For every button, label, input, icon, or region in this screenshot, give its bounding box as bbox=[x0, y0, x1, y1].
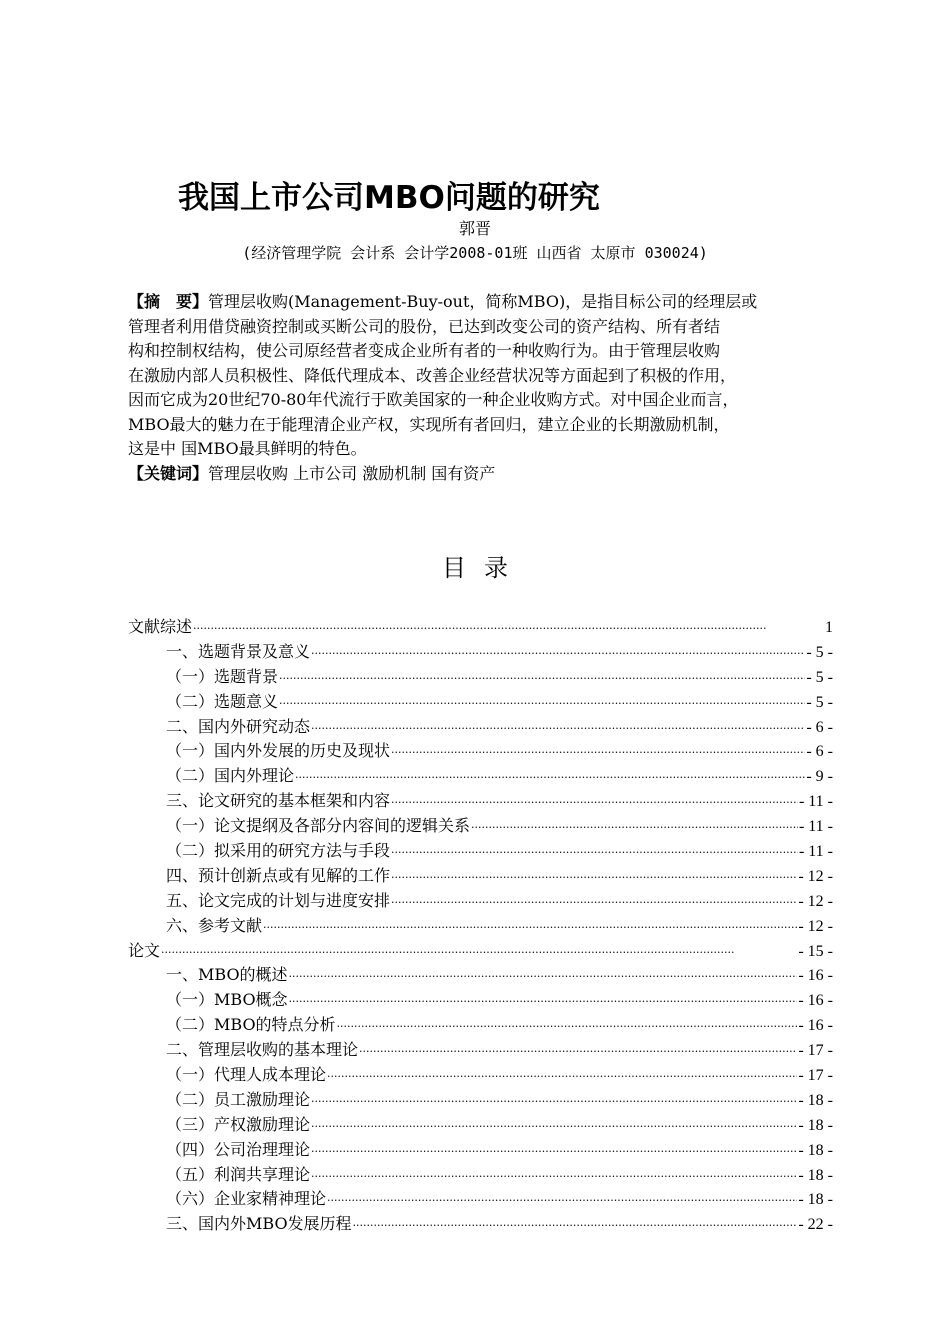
toc-entry-title: （六）企业家精神理论 bbox=[166, 1189, 327, 1209]
toc-entry-title: 一、选题背景及意义 bbox=[166, 641, 311, 661]
toc-entry[interactable] bbox=[128, 838, 833, 863]
toc-entry-title: （五）利润共享理论 bbox=[166, 1164, 311, 1184]
toc-entry-title: （一）论文提纲及各部分内容间的逻辑关系 bbox=[166, 816, 471, 836]
abstract-line: 在激励内部人员积极性、降低代理成本、改善企业经营状况等方面起到了积极的作用， bbox=[128, 365, 737, 385]
toc-entry[interactable] bbox=[128, 962, 833, 987]
toc-entry[interactable] bbox=[128, 863, 833, 888]
abstract-text: 管理层收购(Management-Buy-out，简称MBO)，是指目标公司的经理层或 bbox=[208, 292, 758, 311]
toc-leader-dots bbox=[311, 1115, 797, 1134]
toc-entry-page: - 11 - bbox=[798, 793, 833, 811]
paper-title: 我国上市公司MBO问题的研究 bbox=[178, 180, 600, 216]
toc-leader-dots bbox=[311, 717, 805, 736]
toc-entry[interactable] bbox=[128, 813, 833, 838]
toc-entry-title: 论文 bbox=[128, 940, 161, 960]
toc-entry[interactable] bbox=[128, 938, 833, 963]
toc-heading: 目录 bbox=[442, 554, 526, 582]
toc-entry[interactable] bbox=[128, 1037, 833, 1062]
toc-entry[interactable] bbox=[128, 738, 833, 763]
toc-leader-dots bbox=[359, 1040, 797, 1059]
keywords-line bbox=[128, 462, 858, 487]
toc-entry-title: 一、MBO的概述 bbox=[166, 965, 288, 985]
abstract-line: 管理者利用借贷融资控制或买断公司的股份，已达到改变公司的资产结构、所有者结 bbox=[128, 316, 721, 336]
toc-entry-title: 五、论文完成的计划与进度安排 bbox=[166, 890, 391, 910]
toc-entry-page: - 11 - bbox=[798, 818, 833, 836]
abstract-line: 这是中 国MBO最具鲜明的特色。 bbox=[128, 439, 367, 458]
abstract-line: 构和控制权结构，使公司原经营者变成企业所有者的一种收购行为。由于管理层收购 bbox=[128, 341, 721, 360]
toc-entry[interactable] bbox=[128, 763, 833, 788]
toc-leader-dots bbox=[311, 1140, 797, 1159]
toc-entry-page: - 12 - bbox=[798, 867, 833, 885]
toc-entry-title: 二、国内外研究动态 bbox=[166, 716, 311, 736]
abstract-line: MBO最大的魅力在于能理清企业产权，实现所有者回归，建立企业的长期激励机制， bbox=[128, 414, 730, 434]
toc-leader-dots bbox=[391, 866, 797, 885]
abstract-line bbox=[128, 290, 858, 315]
toc-entry-title: 文献综述 bbox=[128, 617, 193, 636]
toc-entry-page: - 16 - bbox=[798, 967, 833, 985]
toc-entry[interactable] bbox=[128, 1062, 833, 1087]
toc-entry-title: 六、参考文献 bbox=[166, 915, 263, 935]
toc-leader-dots bbox=[353, 1214, 798, 1233]
toc-entry-page: - 15 - bbox=[798, 942, 833, 960]
author-name: 郭晋 bbox=[458, 219, 491, 238]
toc-leader-dots bbox=[263, 916, 797, 935]
toc-leader-dots bbox=[337, 1015, 798, 1034]
toc-entry-page: - 17 - bbox=[798, 1067, 833, 1085]
toc-entry-page: - 5 - bbox=[806, 668, 833, 686]
toc-leader-dots bbox=[311, 1090, 797, 1109]
toc-entry-title: （一）MBO概念 bbox=[166, 990, 288, 1010]
toc-entry-title: （三）产权激励理论 bbox=[166, 1114, 311, 1134]
toc-entry-title: （一）选题背景 bbox=[166, 666, 279, 686]
toc-entry-title: 二、管理层收购的基本理论 bbox=[166, 1040, 359, 1060]
toc-leader-dots bbox=[391, 841, 798, 860]
toc-leader-dots bbox=[193, 617, 824, 636]
toc-leader-dots bbox=[391, 791, 798, 810]
toc-entry-title: （二）选题意义 bbox=[166, 691, 279, 711]
toc-entry-title: （二）员工激励理论 bbox=[166, 1089, 311, 1109]
toc-leader-dots bbox=[471, 816, 798, 835]
toc-entry-page: - 16 - bbox=[798, 992, 833, 1010]
toc-entry[interactable] bbox=[128, 1087, 833, 1112]
toc-entry-title: （二）国内外理论 bbox=[166, 766, 295, 786]
toc-leader-dots bbox=[279, 692, 805, 711]
keywords-label: 【关键词】 bbox=[128, 463, 209, 483]
toc-entry[interactable] bbox=[128, 1112, 833, 1137]
toc-entry-page: - 5 - bbox=[806, 693, 833, 711]
toc-entry[interactable] bbox=[128, 714, 833, 739]
toc-entry-page: - 22 - bbox=[798, 1216, 833, 1234]
toc-leader-dots bbox=[279, 667, 805, 686]
toc-entry-page: - 18 - bbox=[798, 1191, 833, 1209]
toc-entry-title: （一）国内外发展的历史及现状 bbox=[166, 741, 391, 761]
toc-leader-dots bbox=[161, 941, 797, 960]
toc-leader-dots bbox=[289, 965, 798, 984]
toc-entry[interactable] bbox=[128, 1186, 833, 1211]
toc-entry-title: （二）MBO的特点分析 bbox=[166, 1015, 336, 1035]
toc-leader-dots bbox=[327, 1189, 797, 1208]
toc-entry-page: - 18 - bbox=[798, 1116, 833, 1134]
toc-entry-page: - 18 - bbox=[798, 1141, 833, 1159]
toc-entry-title: （四）公司治理理论 bbox=[166, 1139, 311, 1159]
toc-entry-page: - 9 - bbox=[806, 768, 833, 786]
toc-leader-dots bbox=[311, 642, 805, 661]
abstract-line: 因而它成为20世纪70-80年代流行于欧美国家的一种企业收购方式。对中国企业而言， bbox=[128, 390, 739, 409]
toc-entry-page: - 12 - bbox=[798, 917, 833, 935]
toc-entry[interactable] bbox=[128, 913, 833, 938]
toc-entry-page: - 5 - bbox=[806, 643, 833, 661]
toc-entry-title: （一）代理人成本理论 bbox=[166, 1065, 327, 1085]
toc-entry-page: - 12 - bbox=[798, 892, 833, 910]
toc-entry[interactable] bbox=[128, 614, 833, 639]
toc-leader-dots bbox=[295, 766, 805, 785]
toc-entry[interactable] bbox=[128, 987, 833, 1012]
abstract-label: 【摘 要】 bbox=[128, 292, 209, 311]
toc-leader-dots bbox=[391, 741, 805, 760]
toc-leader-dots bbox=[311, 1165, 797, 1184]
toc-entry-title: 三、论文研究的基本框架和内容 bbox=[166, 791, 391, 811]
toc-entry-page: - 11 - bbox=[798, 843, 833, 861]
toc-entry-page: - 18 - bbox=[798, 1166, 833, 1184]
toc-leader-dots bbox=[391, 891, 797, 910]
toc-entry-title: 四、预计创新点或有见解的工作 bbox=[166, 865, 391, 885]
toc-entry[interactable] bbox=[128, 1012, 833, 1037]
toc-entry[interactable] bbox=[128, 1137, 833, 1162]
toc-leader-dots bbox=[289, 990, 798, 1009]
toc-entry[interactable] bbox=[128, 1211, 833, 1236]
toc-entry-page: - 6 - bbox=[806, 743, 833, 761]
author-affiliation: (经济管理学院 会计系 会计学2008-01班 山西省 太原市 030024) bbox=[242, 244, 708, 262]
toc-entry-page: - 16 - bbox=[798, 1017, 833, 1035]
abstract-section bbox=[128, 290, 858, 486]
toc-leader-dots bbox=[327, 1065, 797, 1084]
toc-entry[interactable] bbox=[128, 888, 833, 913]
toc-entry-title: 三、国内外MBO发展历程 bbox=[166, 1214, 352, 1234]
keywords-text: 管理层收购 上市公司 激励机制 国有资产 bbox=[208, 463, 496, 483]
toc-entry[interactable] bbox=[128, 1162, 833, 1187]
toc-entry-page: - 18 - bbox=[798, 1091, 833, 1109]
toc-entry-page: - 6 - bbox=[806, 718, 833, 736]
toc-entry-page: - 17 - bbox=[798, 1042, 833, 1060]
toc-entry[interactable] bbox=[128, 689, 833, 714]
toc-entry[interactable] bbox=[128, 788, 833, 813]
table-of-contents bbox=[128, 614, 833, 1236]
toc-entry-page: 1 bbox=[825, 619, 833, 636]
toc-entry[interactable] bbox=[128, 664, 833, 689]
toc-entry[interactable] bbox=[128, 639, 833, 664]
toc-entry-title: （二）拟采用的研究方法与手段 bbox=[166, 841, 391, 861]
